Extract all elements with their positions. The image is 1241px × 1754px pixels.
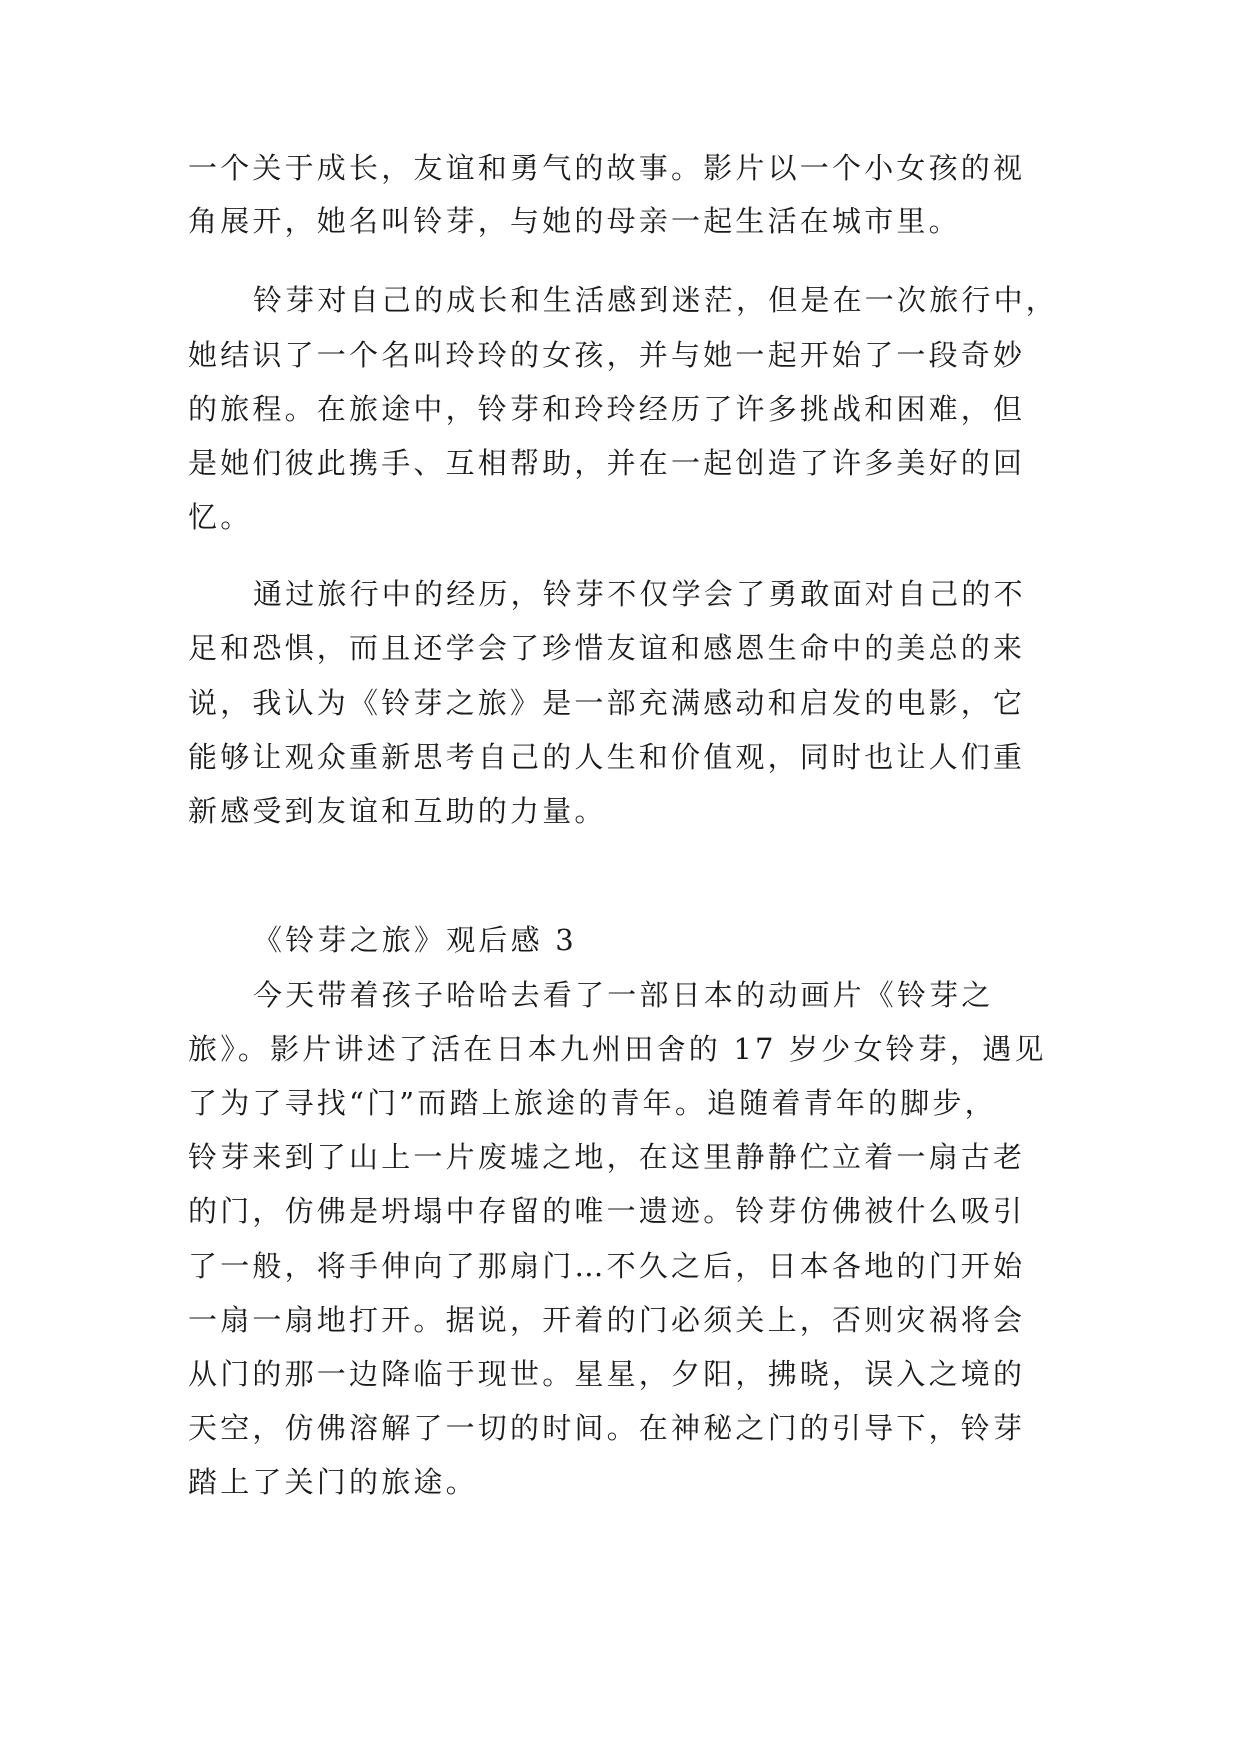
- paragraph-line: 忆。: [188, 500, 253, 534]
- paragraph-line: 了为了寻找“门”而踏上旅途的青年。追随着青年的脚步，: [188, 1086, 997, 1120]
- paragraph-line: 一扇一扇地打开。据说，开着的门必须关上，否则灾祸将会: [188, 1303, 1026, 1337]
- paragraph-line: 能够让观众重新思考自己的人生和价值观，同时也让人们重: [188, 740, 1026, 774]
- paragraph-line: 天空，仿佛溶解了一切的时间。在神秘之门的引导下，铃芽: [188, 1411, 1026, 1445]
- paragraph-line: 从门的那一边降临于现世。星星，夕阳，拂晓，误入之境的: [188, 1357, 1026, 1391]
- section-heading: 《铃芽之旅》观后感 3: [253, 923, 577, 957]
- paragraph-line: 今天带着孩子哈哈去看了一部日本的动画片《铃芽之: [253, 978, 994, 1012]
- paragraph-line: 一个关于成长，友谊和勇气的故事。影片以一个小女孩的视: [188, 151, 1026, 185]
- paragraph-line: 铃芽来到了山上一片废墟之地，在这里静静伫立着一扇古老: [188, 1140, 1026, 1174]
- paragraph-line: 通过旅行中的经历，铃芽不仅学会了勇敢面对自己的不: [253, 577, 1026, 611]
- paragraph-line: 是她们彼此携手、互相帮助，并在一起创造了许多美好的回: [188, 446, 1026, 480]
- paragraph-line: 足和恐惧，而且还学会了珍惜友谊和感恩生命中的美总的来: [188, 631, 1026, 665]
- paragraph-line: 踏上了关门的旅途。: [188, 1465, 478, 1499]
- paragraph-line: 她结识了一个名叫玲玲的女孩，并与她一起开始了一段奇妙: [188, 338, 1026, 372]
- paragraph-line: 铃芽对自己的成长和生活感到迷茫，但是在一次旅行中，: [253, 283, 1059, 317]
- paragraph-line: 旅》。影片讲述了活在日本九州田舍的 17 岁少女铃芽，遇见: [188, 1032, 1047, 1066]
- paragraph-line: 角展开，她名叫铃芽，与她的母亲一起生活在城市里。: [188, 204, 961, 238]
- paragraph-line: 的旅程。在旅途中，铃芽和玲玲经历了许多挑战和困难，但: [188, 392, 1026, 426]
- paragraph-line: 了一般，将手伸向了那扇门…不久之后，日本各地的门开始: [188, 1249, 1026, 1283]
- paragraph-line: 说，我认为《铃芽之旅》是一部充满感动和启发的电影，它: [188, 686, 1026, 720]
- paragraph-line: 新感受到友谊和互助的力量。: [188, 794, 607, 828]
- paragraph-line: 的门，仿佛是坍塌中存留的唯一遗迹。铃芽仿佛被什么吸引: [188, 1194, 1026, 1228]
